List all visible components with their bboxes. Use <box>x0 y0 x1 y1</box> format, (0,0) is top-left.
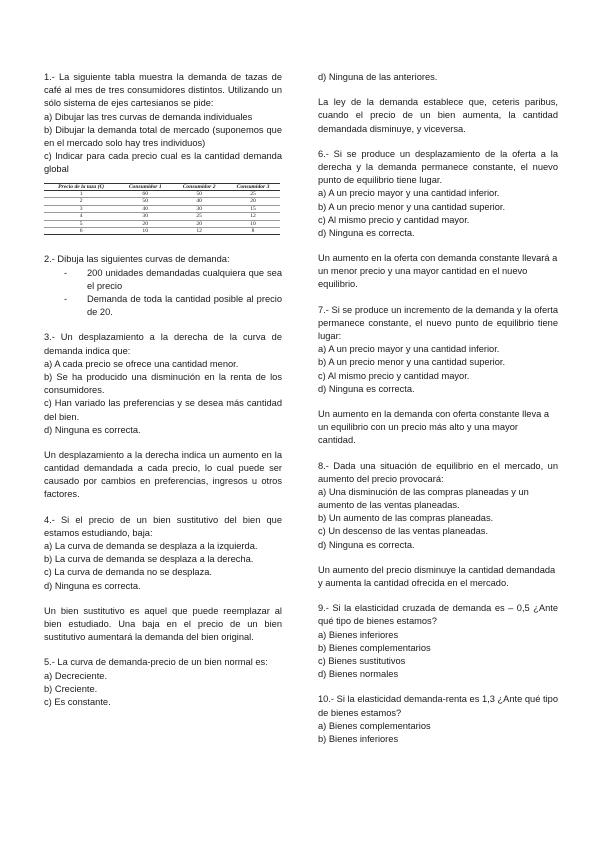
table-row <box>44 190 280 197</box>
q7-option-c: c) Al mismo precio y cantidad mayor. <box>318 370 470 381</box>
q8-option-d: d) Ninguna es correcta. <box>318 539 415 550</box>
table-cell: 30 <box>172 205 226 212</box>
q1-item-c: c) Indicar para cada precio cual es la cantidad demanda global <box>44 151 282 175</box>
left-column <box>44 71 282 709</box>
q5-option-b: b) Creciente. <box>44 683 98 694</box>
table-cell: 1 <box>44 190 118 197</box>
table-cell: 5 <box>44 220 118 227</box>
law-of-demand-text: La ley de la demanda establece que, ceteris paribus, cuando el precio de un bien aumenta, la cantidad demandada disminuye, y viceversa. <box>318 97 558 134</box>
q2-bullet: - Demanda de toda la cantidad posible al precio de 20. <box>64 293 282 319</box>
q4-option-d: d) Ninguna es correcta. <box>44 580 141 591</box>
q9-option-b: b) Bienes complementarios <box>318 642 431 653</box>
table-cell: 8 <box>226 228 280 235</box>
q4-question: 4.- Si el precio de un bien sustitutivo del bien que estamos estudiando, baja: <box>44 514 282 538</box>
q6-option-a: a) A un precio mayor y una cantidad inferior. <box>318 188 500 199</box>
col-header-consumer-1: Consumidor 1 <box>118 183 172 190</box>
q7-explanation: Un aumento en la demanda con oferta constante lleva a un equilibrio con un precio más alto y una mayor cantidad. <box>318 408 550 446</box>
q6-option-c: c) Al mismo precio y cantidad mayor. <box>318 214 470 225</box>
q7-question: 7.- Si se produce un incremento de la demanda y la oferta permanece constante, el nuevo punto de equilibrio tiene lugar: <box>318 304 558 341</box>
demand-table-header <box>44 183 280 190</box>
q2-bullet-list <box>44 267 282 320</box>
table-cell: 30 <box>118 213 172 220</box>
q3-explanation: Un desplazamiento a la derecha indica un aumento en la cantidad demandada a cada precio, lo cual puede ser causado por cambios en preferencias, ingresos u otros factores. <box>44 449 282 500</box>
table-cell: 12 <box>172 228 226 235</box>
table-row <box>44 220 280 227</box>
q5-question: 5.- La curva de demanda-precio de un bien normal es: <box>44 657 268 668</box>
q4-option-c: c) La curva de demanda no se desplaza. <box>44 567 212 578</box>
q8-option-c: c) Un descenso de las ventas planeadas. <box>318 526 489 537</box>
table-cell: 50 <box>172 190 226 197</box>
q5-option-a: a) Decreciente. <box>44 670 108 681</box>
q9-option-c: c) Bienes sustitutivos <box>318 655 406 666</box>
q6-explanation: Un aumento en la oferta con demanda constante llevará a un menor precio y una mayor cantidad en el nuevo equilibrio. <box>318 253 558 290</box>
table-cell: 10 <box>226 220 280 227</box>
col-header-consumer-2: Consumidor 2 <box>172 183 226 190</box>
q8-question: 8.- Dada una situación de equilibrio en el mercado, un aumento del precio provocará: <box>318 460 558 484</box>
q9-question: 9.- Si la elasticidad cruzada de demanda es – 0,5 ¿Ante qué tipo de bienes estamos? <box>318 603 558 627</box>
demand-table <box>44 183 280 236</box>
table-cell: 12 <box>226 213 280 220</box>
table-cell: 40 <box>118 205 172 212</box>
table-row <box>44 198 280 205</box>
q3-option-d: d) Ninguna es correcta. <box>44 424 141 435</box>
q3-option-a: a) A cada precio se ofrece una cantidad menor. <box>44 358 239 369</box>
table-cell: 3 <box>44 205 118 212</box>
q4-explanation: Un bien sustitutivo es aquel que puede reemplazar al bien estudiado. Una baja en el precio de un bien sustitutivo aumentará la demanda del bien original. <box>44 605 282 643</box>
q5-option-c: c) Es constante. <box>44 696 111 707</box>
q5-option-d: d) Ninguna de las anteriores. <box>318 72 438 82</box>
q6-option-b: b) A un precio menor y una cantidad superior. <box>318 201 506 212</box>
col-header-price: Precio de la taza (€) <box>44 183 118 190</box>
q3-option-b: b) Se ha producido una disminución en la renta de los consumidores. <box>44 371 282 396</box>
table-cell: 25 <box>226 190 280 197</box>
table-cell: 25 <box>172 213 226 220</box>
table-row <box>44 228 280 235</box>
q3-question: 3.- Un desplazamiento a la derecha de la curva de demanda indica que: <box>44 332 282 356</box>
q3-option-c: c) Han variado las preferencias y se desea más cantidad del bien. <box>44 398 282 422</box>
q1-intro: 1.- La siguiente tabla muestra la demanda de tazas de café al mes de tres consumidores distintos. Utilizando un sólo sistema de ejes cartesianos se pide: <box>44 72 282 109</box>
table-cell: 10 <box>118 228 172 235</box>
q8-explanation: Un aumento del precio disminuye la cantidad demandada y aumenta la cantidad ofrecida en el mercado. <box>318 564 556 588</box>
table-cell: 20 <box>118 220 172 227</box>
q1-item-a: a) Dibujar las tres curvas de demanda individuales <box>44 111 253 122</box>
q7-option-a: a) A un precio mayor y una cantidad inferior. <box>318 344 500 355</box>
table-cell: 60 <box>118 190 172 197</box>
col-header-consumer-3: Consumidor 3 <box>226 183 280 190</box>
q6-option-d: d) Ninguna es correcta. <box>318 227 415 238</box>
q7-option-d: d) Ninguna es correcta. <box>318 383 415 394</box>
q9-option-a: a) Bienes inferiores <box>318 629 399 640</box>
q4-option-b: b) La curva de demanda se desplaza a la derecha. <box>44 554 254 565</box>
right-column <box>318 71 558 746</box>
q4-option-a: a) La curva de demanda se desplaza a la izquierda. <box>44 541 258 552</box>
table-cell: 4 <box>44 213 118 220</box>
q2-title: 2.- Dibuja las siguientes curvas de demanda: <box>44 254 230 265</box>
q8-option-a: a) Una disminución de las compras planeadas y un aumento de las ventas planeadas. <box>318 486 529 511</box>
table-row <box>44 213 280 220</box>
q9-option-d: d) Bienes normales <box>318 669 399 680</box>
q10-option-b: b) Bienes inferiores <box>318 733 399 744</box>
table-cell: 2 <box>44 198 118 205</box>
q8-option-b: b) Un aumento de las compras planeadas. <box>318 513 494 524</box>
table-cell: 15 <box>226 205 280 212</box>
table-row <box>44 205 280 212</box>
table-cell: 20 <box>172 220 226 227</box>
table-cell: 20 <box>226 198 280 205</box>
q2-bullet: - 200 unidades demandadas cualquiera que sea el precio <box>64 267 282 293</box>
table-cell: 6 <box>44 228 118 235</box>
q10-option-a: a) Bienes complementarios <box>318 720 431 731</box>
table-cell: 40 <box>172 198 226 205</box>
q1-item-b: b) Dibujar la demanda total de mercado (suponemos que en el mercado solo hay tres individuos) <box>44 124 282 148</box>
q7-option-b: b) A un precio menor y una cantidad superior. <box>318 357 506 368</box>
q10-question: 10.- Si la elasticidad demanda-renta es 1,3 ¿Ante qué tipo de bienes estamos? <box>318 694 558 718</box>
q6-question: 6.- Si se produce un desplazamiento de la oferta a la derecha y la demanda permanece constante, el nuevo punto de equilibrio tiene lugar. <box>318 148 558 186</box>
table-cell: 50 <box>118 198 172 205</box>
